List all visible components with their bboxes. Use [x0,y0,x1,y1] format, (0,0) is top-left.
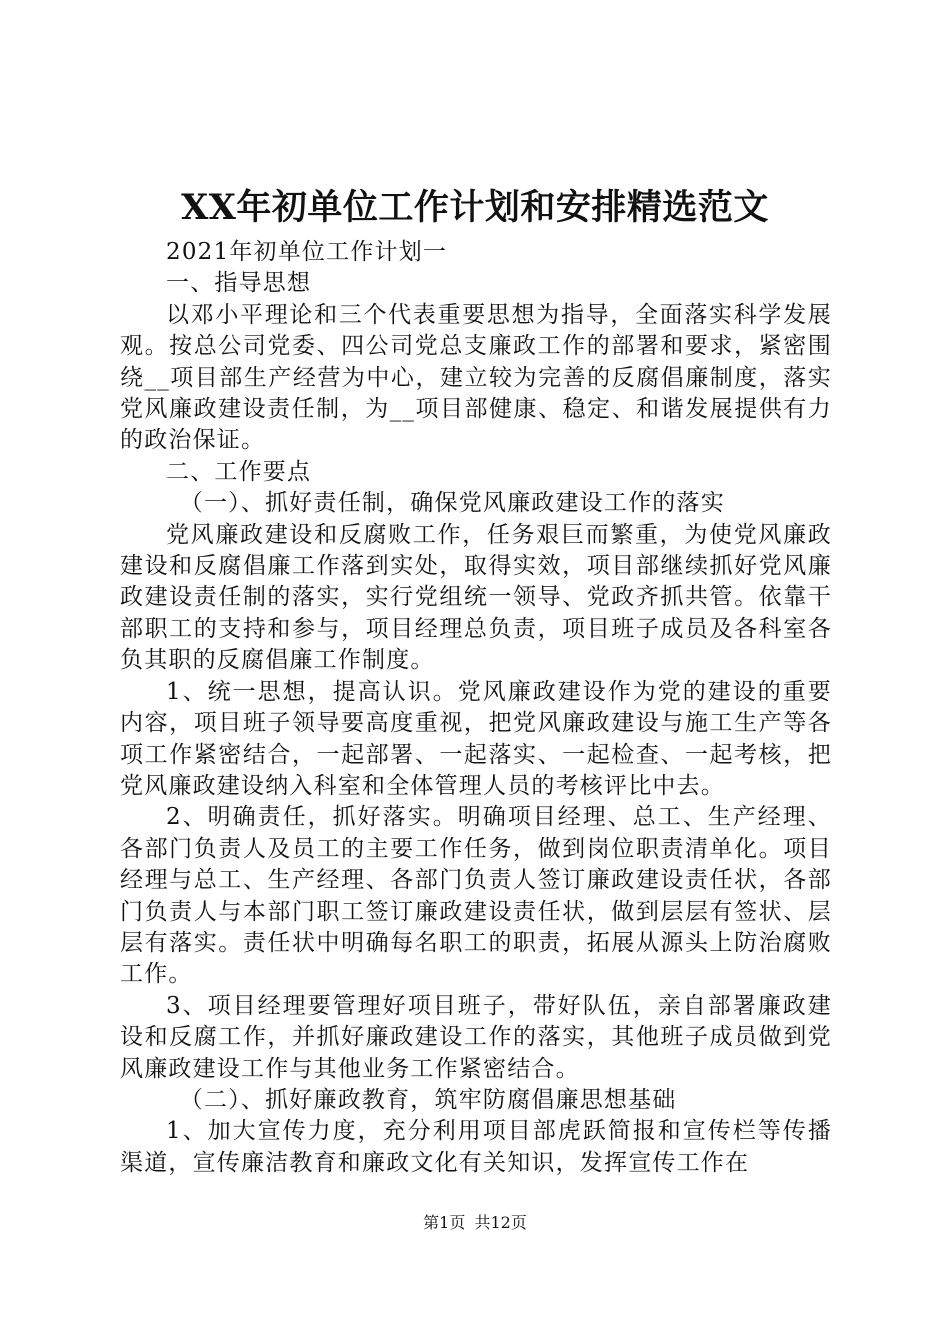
subsection-heading: （二）、抓好廉政教育，筑牢防腐倡廉思想基础 [179,1086,677,1113]
section-heading: 二、工作要点 [166,458,312,485]
paragraph: 1、统一思想，提高认识。党风廉政建设作为党的建设的重要内容，项目班子领导要高度重视，把党风廉政建设与施工生产等各项工作紧密结合，一起部署、一起落实、一起检查、一起考核，把党风廉政建设纳入科室和全体管理人员的考核评比中去。 [120,678,832,799]
paragraph: 党风廉政建设和反腐败工作，任务艰巨而繁重，为使党风廉政建设和反腐倡廉工作落到实处，取得实效，项目部继续抓好党风廉政建设责任制的落实，实行党组统一领导、党政齐抓共管。依靠干部职工的支持和参与，项目经理总负责，项目班子成员及各科室各负其职的反腐倡廉工作制度。 [120,521,832,674]
paragraph: 2021年初单位工作计划一 [166,239,448,265]
document-title: XX年初单位工作计划和安排精选范文 [181,187,769,228]
page-number: 第1页 [423,1213,466,1232]
paragraph: 1、加大宣传力度，充分利用项目部虎跃简报和宣传栏等传播渠道，宣传廉洁教育和廉政文化有关知识，发挥宣传工作在 [120,1118,832,1176]
page-total: 共12页 [474,1213,527,1232]
document-body [120,237,832,1179]
section-heading: 一、指导思想 [166,270,312,297]
paragraph: 2、明确责任，抓好落实。明确项目经理、总工、生产经理、各部门负责人及员工的主要工作任务，做到岗位职责清单化。项目经理与总工、生产经理、各部门负责人签订廉政建设责任状，各部门负责人与本部门职工签订廉政建设责任状，做到层层有签状、层层有落实。责任状中明确每名职工的职责，拓展从源头上防治腐败工作。 [120,804,832,988]
subsection-heading: （一）、抓好责任制，确保党风廉政建设工作的落实 [179,490,725,517]
paragraph: 以邓小平理论和三个代表重要思想为指导，全面落实科学发展观。按总公司党委、四公司党总支廉政工作的部署和要求，紧密围绕__项目部生产经营为中心，建立较为完善的反腐倡廉制度，落实党风廉政建设责任制，为__项目部健康、稳定、和谐发展提供有力的政治保证。 [120,301,832,454]
page-footer [0,1212,950,1234]
paragraph: 3、项目经理要管理好项目班子，带好队伍，亲自部署廉政建设和反腐工作，并抓好廉政建设工作的落实，其他班子成员做到党风廉政建设工作与其他业务工作紧密结合。 [120,992,832,1082]
